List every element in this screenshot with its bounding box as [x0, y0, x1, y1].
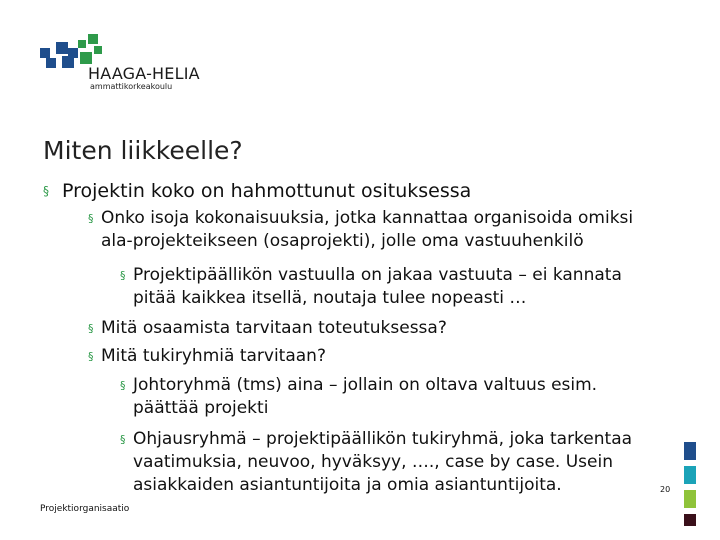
bullet-level2	[88, 317, 447, 340]
bullet-text-line: pitää kaikkea itsellä, noutaja tulee nopeasti …	[133, 288, 527, 308]
bullet-text-line: Ohjausryhmä – projektipäällikön tukiryhmä, joka tarkentaa	[133, 429, 633, 449]
color-block	[684, 490, 696, 508]
bullet-level2	[88, 345, 326, 368]
bullet-text-line: asiakkaiden asiantuntijoita ja omia asiantuntijoita.	[133, 475, 562, 495]
bullet-level3	[120, 264, 622, 310]
slide-title: Miten liikkeelle?	[43, 136, 243, 165]
bullet-marker: §	[88, 322, 94, 335]
bullet-text: Projektin koko on hahmottunut osituksessa	[62, 180, 472, 202]
bullet-marker: §	[88, 212, 94, 225]
bullet-level3	[120, 428, 633, 497]
page-number: 20	[660, 485, 671, 494]
color-block	[684, 442, 696, 460]
logo-mark-icon	[40, 32, 104, 68]
bullet-level1	[43, 178, 472, 204]
bullet-marker: §	[120, 269, 126, 282]
color-bar-decoration	[684, 442, 696, 532]
bullet-marker: §	[120, 433, 126, 446]
bullet-text-line: vaatimuksia, neuvoo, hyväksyy, …., case by case. Usein	[133, 452, 613, 472]
bullet-level3	[120, 374, 598, 420]
bullet-text-line: päättää projekti	[133, 398, 269, 418]
bullet-text-line: Mitä osaamista tarvitaan toteutuksessa?	[101, 318, 447, 338]
bullet-marker: §	[88, 350, 94, 363]
color-block	[684, 466, 696, 484]
logo-name: HAAGA-HELIA	[88, 64, 200, 83]
bullet-marker: §	[120, 379, 126, 392]
bullet-text-line: Johtoryhmä (tms) aina – jollain on oltava valtuus esim.	[133, 375, 598, 395]
color-block	[684, 514, 696, 526]
bullet-marker: §	[43, 184, 49, 198]
footer-text: Projektiorganisaatio	[40, 504, 130, 514]
bullet-text-line: ala-projekteikseen (osaprojekti), jolle oma vastuuhenkilö	[101, 231, 584, 251]
bullet-text-line: Onko isoja kokonaisuuksia, jotka kannattaa organisoida omiksi	[101, 208, 634, 228]
bullet-text-line: Projektipäällikön vastuulla on jakaa vastuuta – ei kannata	[133, 265, 622, 285]
bullet-text-line: Mitä tukiryhmiä tarvitaan?	[101, 346, 326, 366]
haaga-helia-logo	[40, 32, 210, 92]
logo-subtitle: ammattikorkeakoulu	[90, 82, 173, 91]
bullet-level2	[88, 207, 634, 253]
